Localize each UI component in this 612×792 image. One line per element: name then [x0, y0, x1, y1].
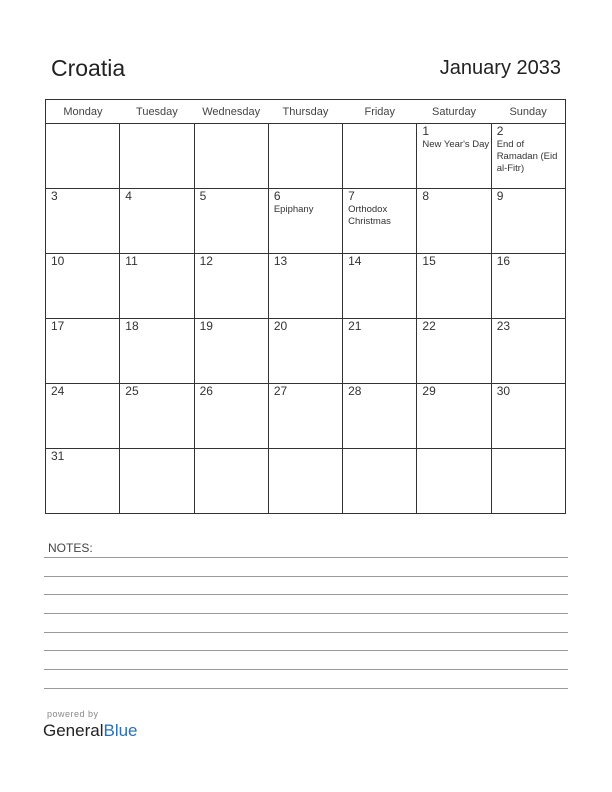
holiday-label — [195, 398, 268, 399]
day-number: 20 — [273, 319, 288, 333]
holiday-label — [195, 203, 268, 204]
day-cell — [46, 124, 120, 189]
holiday-label — [417, 398, 490, 399]
weekday-header: Friday — [343, 100, 417, 124]
holiday-label — [46, 268, 119, 269]
day-cell — [194, 189, 268, 254]
country-title: Croatia — [51, 55, 126, 81]
weekday-header: Wednesday — [194, 100, 268, 124]
day-cell — [417, 319, 491, 384]
holiday-label — [120, 450, 193, 451]
day-number: 19 — [199, 319, 213, 333]
note-line — [44, 613, 568, 614]
holiday-label — [269, 125, 342, 126]
holiday-label — [269, 268, 342, 269]
day-cell — [120, 384, 194, 449]
day-number: 9 — [496, 189, 504, 203]
day-cell — [417, 384, 491, 449]
day-number: 25 — [125, 384, 139, 398]
day-number: 4 — [125, 189, 132, 203]
day-cell — [46, 449, 120, 514]
holiday-label — [343, 268, 416, 269]
weekday-header-row — [46, 100, 566, 124]
day-cell — [46, 189, 120, 254]
note-line — [44, 594, 568, 595]
day-number: 30 — [496, 384, 511, 398]
holiday-label: New Year's Day — [422, 139, 490, 150]
holiday-label — [120, 268, 193, 269]
holiday-label — [195, 268, 268, 269]
day-number: 7 — [348, 189, 355, 203]
day-cell — [343, 189, 417, 254]
holiday-label — [269, 450, 342, 451]
holiday-label — [269, 398, 342, 399]
day-number: 11 — [125, 254, 138, 268]
holiday-label — [492, 203, 565, 204]
day-cell — [194, 254, 268, 319]
calendar-grid — [45, 99, 566, 514]
holiday-label — [46, 463, 119, 464]
day-number: 15 — [422, 254, 436, 268]
day-cell — [120, 319, 194, 384]
holiday-label — [46, 203, 119, 204]
day-cell — [343, 384, 417, 449]
holiday-label — [492, 450, 565, 451]
day-number: 16 — [496, 254, 511, 268]
note-line — [44, 650, 568, 651]
day-number: 5 — [199, 189, 207, 203]
holiday-label — [195, 125, 268, 126]
note-line — [44, 576, 568, 577]
day-number: 1 — [422, 124, 430, 138]
day-cell — [46, 319, 120, 384]
day-cell — [268, 449, 342, 514]
day-cell — [194, 124, 268, 189]
weekday-header: Monday — [46, 100, 120, 124]
day-number: 14 — [348, 254, 362, 268]
day-number: 3 — [51, 189, 58, 203]
brand-blue: Blue — [103, 721, 138, 740]
note-line — [44, 632, 568, 633]
day-number: 2 — [496, 124, 504, 138]
holiday-label — [195, 333, 268, 334]
day-cell — [268, 254, 342, 319]
holiday-label — [343, 333, 416, 334]
holiday-label — [195, 450, 268, 451]
holiday-label — [492, 268, 565, 269]
day-cell — [46, 384, 120, 449]
note-line — [44, 688, 568, 689]
week-row — [46, 319, 566, 384]
notes-label: NOTES: — [48, 541, 93, 555]
month-title: January 2033 — [439, 57, 561, 79]
day-cell — [491, 319, 565, 384]
day-cell — [491, 449, 565, 514]
powered-by-text: powered by — [47, 709, 99, 719]
week-row — [46, 449, 566, 514]
day-cell — [268, 124, 342, 189]
day-number: 13 — [273, 254, 288, 268]
day-number: 21 — [348, 319, 362, 333]
day-number: 8 — [422, 189, 430, 203]
day-number: 6 — [273, 189, 281, 203]
holiday-label — [343, 398, 416, 399]
weekday-header: Saturday — [417, 100, 491, 124]
day-cell — [268, 189, 342, 254]
holiday-label: End of Ramadan (Eid al-Fitr) — [496, 139, 558, 174]
holiday-label — [269, 333, 342, 334]
weekday-header: Tuesday — [120, 100, 194, 124]
week-row — [46, 124, 566, 189]
day-cell — [120, 254, 194, 319]
day-number: 24 — [51, 384, 65, 398]
week-row — [46, 254, 566, 319]
note-line — [44, 557, 568, 558]
holiday-label — [343, 450, 416, 451]
day-number: 29 — [422, 384, 436, 398]
day-cell — [491, 189, 565, 254]
holiday-label: Orthodox Christmas — [348, 204, 391, 227]
day-cell — [343, 319, 417, 384]
day-number: 26 — [199, 384, 213, 398]
holiday-label — [120, 333, 193, 334]
week-row — [46, 189, 566, 254]
day-cell — [417, 189, 491, 254]
day-number: 31 — [51, 449, 65, 463]
holiday-label — [46, 125, 119, 126]
day-number: 18 — [125, 319, 139, 333]
day-cell — [343, 254, 417, 319]
day-cell — [417, 254, 491, 319]
week-row — [46, 384, 566, 449]
day-cell — [343, 449, 417, 514]
day-cell — [194, 449, 268, 514]
day-cell — [343, 124, 417, 189]
day-cell — [120, 189, 194, 254]
holiday-label — [343, 125, 416, 126]
day-cell — [194, 384, 268, 449]
day-cell — [194, 319, 268, 384]
weekday-header: Sunday — [491, 100, 565, 124]
holiday-label — [120, 125, 193, 126]
day-number: 28 — [348, 384, 362, 398]
holiday-label — [120, 398, 193, 399]
holiday-label — [46, 398, 119, 399]
day-cell — [417, 449, 491, 514]
day-cell — [491, 124, 565, 189]
day-number: 27 — [273, 384, 288, 398]
day-number: 12 — [199, 254, 213, 268]
day-cell — [268, 384, 342, 449]
day-number: 10 — [51, 254, 65, 268]
note-line — [44, 669, 568, 670]
day-cell — [268, 319, 342, 384]
holiday-label — [417, 450, 490, 451]
holiday-label — [417, 268, 490, 269]
day-cell — [120, 449, 194, 514]
day-number: 23 — [496, 319, 511, 333]
holiday-label — [46, 333, 119, 334]
brand-general: General — [43, 721, 104, 740]
holiday-label: Epiphany — [273, 204, 314, 215]
day-cell — [491, 254, 565, 319]
day-cell — [491, 384, 565, 449]
holiday-label — [492, 333, 565, 334]
day-cell — [46, 254, 120, 319]
holiday-label — [417, 203, 490, 204]
day-number: 22 — [422, 319, 436, 333]
day-cell — [120, 124, 194, 189]
weekday-header: Thursday — [268, 100, 342, 124]
day-cell — [417, 124, 491, 189]
holiday-label — [417, 333, 490, 334]
holiday-label — [492, 398, 565, 399]
generalblue-logo[interactable] — [43, 721, 138, 741]
day-number: 17 — [51, 319, 65, 333]
holiday-label — [120, 203, 193, 204]
